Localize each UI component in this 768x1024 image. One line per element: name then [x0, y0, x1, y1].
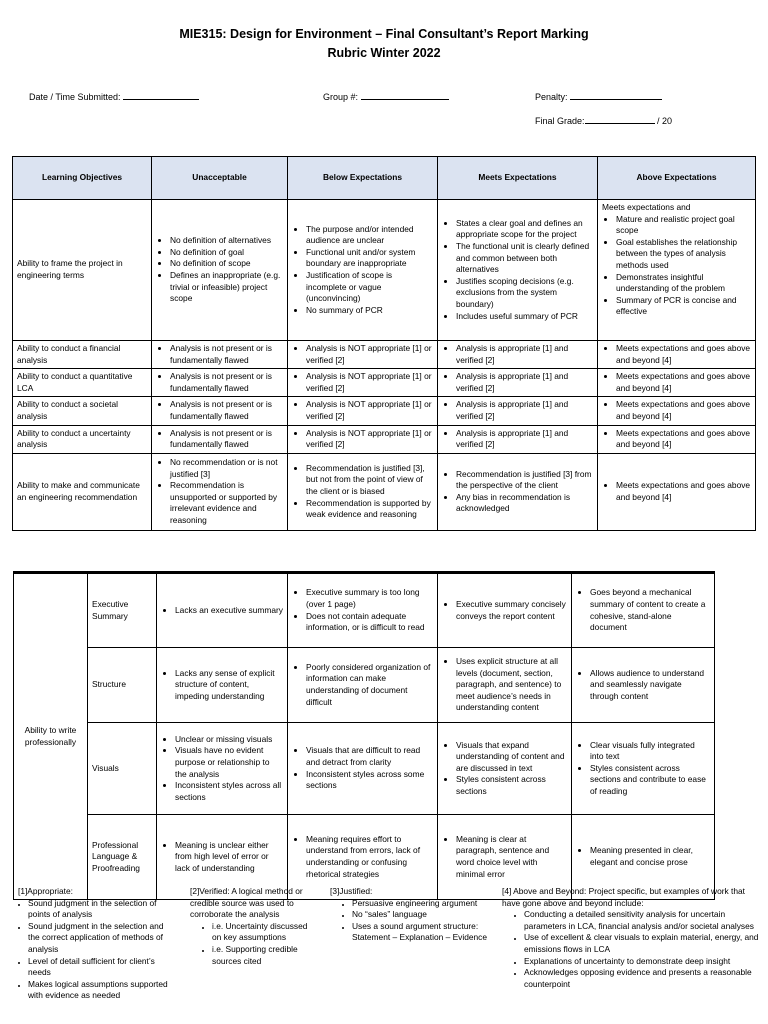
rubric-row	[13, 397, 756, 425]
unacceptable-criteria	[157, 573, 288, 648]
below-expectations-criteria	[288, 341, 438, 369]
writing-row	[14, 573, 715, 648]
footnote-above-beyond	[502, 886, 764, 990]
grade-blank[interactable]	[585, 114, 655, 124]
bullet-list	[292, 399, 433, 422]
footnote-title: [1]Appropriate:	[18, 886, 73, 896]
bullet-item: • Lacks any sense of explicit structure of content, impeding understanding	[175, 668, 283, 703]
bullet-item: • Analysis is NOT appropriate [1] or verified [2]	[306, 428, 433, 451]
bullet-list	[442, 218, 593, 322]
bullet-list	[602, 428, 751, 451]
document-title-line2: Rubric Winter 2022	[327, 46, 441, 60]
above-expectations-criteria	[598, 397, 756, 425]
bullet-list	[442, 428, 593, 451]
grade-suffix: / 20	[657, 116, 673, 126]
unacceptable-criteria	[152, 425, 288, 453]
bullet-item: • Executive summary is too long (over 1 page)	[306, 587, 433, 610]
rubric-table-writing	[13, 571, 715, 900]
below-expectations-criteria	[288, 200, 438, 341]
meets-expectations-criteria	[438, 425, 598, 453]
learning-objective: Ability to frame the project in engineering terms	[13, 200, 152, 341]
bullet-item: • Analysis is NOT appropriate [1] or verified [2]	[306, 371, 433, 394]
bullet-item: • Executive summary concisely conveys the report content	[456, 599, 567, 622]
above-expectations-criteria	[572, 723, 715, 815]
above-expectations-criteria	[572, 573, 715, 648]
bullet-item: • Analysis is not present or is fundamentally flawed	[170, 428, 283, 451]
bullet-list	[156, 235, 283, 305]
writing-category: Structure	[88, 648, 157, 723]
below-expectations-criteria	[288, 648, 438, 723]
bullet-item: • Poorly considered organization of information can make understanding of document difficult	[306, 662, 433, 708]
meets-expectations-criteria	[438, 723, 572, 815]
learning-objective: Ability to make and communicate an engineering recommendation	[13, 453, 152, 530]
bullet-list	[602, 343, 751, 366]
writing-category: Professional Language & Proofreading	[88, 815, 157, 900]
footnote-item: • Sound judgment in the selection of points of analysis	[28, 898, 168, 921]
bullet-list	[292, 745, 433, 791]
group-field	[323, 90, 449, 102]
bullet-list	[442, 371, 593, 394]
penalty-blank[interactable]	[570, 90, 662, 100]
bullet-item: • No definition of goal	[170, 247, 283, 259]
bullet-item: • Meaning is clear at paragraph, sentence and word choice level with minimal error	[456, 834, 567, 880]
bullet-item: • Summary of PCR is concise and effective	[616, 295, 751, 318]
bullet-list	[442, 740, 567, 798]
bullet-list	[442, 469, 593, 515]
bullet-item: • Analysis is appropriate [1] and verified [2]	[456, 371, 593, 394]
meets-expectations-criteria	[438, 369, 598, 397]
footnote-item: • No “sales” language	[352, 909, 490, 921]
bullet-list	[602, 399, 751, 422]
bullet-item: • Meaning requires effort to understand from errors, lack of understanding or confusing rhetorical strategies	[306, 834, 433, 880]
bullet-list	[161, 734, 283, 804]
rubric-row	[13, 200, 756, 341]
group-blank[interactable]	[361, 90, 449, 100]
bullet-item: • Analysis is appropriate [1] and verified [2]	[456, 399, 593, 422]
bullet-list	[602, 214, 751, 318]
bullet-list	[156, 343, 283, 366]
writing-category: Visuals	[88, 723, 157, 815]
bullet-list	[161, 840, 283, 875]
bullet-item: • No summary of PCR	[306, 305, 433, 317]
unacceptable-criteria	[157, 648, 288, 723]
below-expectations-criteria	[288, 723, 438, 815]
bullet-list	[442, 834, 567, 880]
bullet-item: • The purpose and/or intended audience are unclear	[306, 224, 433, 247]
learning-objective: Ability to conduct a societal analysis	[13, 397, 152, 425]
bullet-item: • Inconsistent styles across some sections	[306, 769, 433, 792]
bullet-item: • Visuals have no evident purpose or relationship to the analysis	[175, 745, 283, 780]
below-expectations-criteria	[288, 425, 438, 453]
footnote-list	[190, 921, 315, 967]
bullet-item: • Unclear or missing visuals	[175, 734, 283, 746]
footnote-list	[330, 898, 490, 944]
header-learning-objectives: Learning Objectives	[13, 157, 152, 200]
cell-intro: Meets expectations and	[602, 202, 691, 212]
rubric-row	[13, 369, 756, 397]
bullet-list	[161, 605, 283, 617]
footnote-verified	[190, 886, 315, 967]
bullet-list	[292, 371, 433, 394]
group-label: Group #:	[323, 92, 359, 102]
bullet-item: • Defines an inappropriate (e.g. trivial or infeasible) project scope	[170, 270, 283, 305]
learning-objective: Ability to conduct a financial analysis	[13, 341, 152, 369]
bullet-item: • Goal establishes the relationship between the types of analysis methods used	[616, 237, 751, 272]
footnote-list	[18, 898, 168, 1002]
meets-expectations-criteria	[438, 200, 598, 341]
bullet-item: • Analysis is not present or is fundamentally flawed	[170, 399, 283, 422]
footnote-item: • Conducting a detailed sensitivity analysis for uncertain parameters in LCA, financial analysis and/or societal analyses	[524, 909, 764, 932]
bullet-item: • Analysis is not present or is fundamentally flawed	[170, 371, 283, 394]
bullet-item: • States a clear goal and defines an appropriate scope for the project	[456, 218, 593, 241]
penalty-label: Penalty:	[535, 92, 568, 102]
bullet-list	[292, 343, 433, 366]
bullet-item: • Meets expectations and goes above and beyond [4]	[616, 343, 751, 366]
bullet-list	[156, 457, 283, 527]
meets-expectations-criteria	[438, 453, 598, 530]
bullet-item: • Meaning is unclear either from high level of error or lack of understanding	[175, 840, 283, 875]
below-expectations-criteria	[288, 369, 438, 397]
bullet-item: • Styles consistent across sections	[456, 774, 567, 797]
bullet-item: • Goes beyond a mechanical summary of content to create a cohesive, stand-alone document	[590, 587, 710, 633]
bullet-list	[161, 668, 283, 703]
bullet-item: • Analysis is NOT appropriate [1] or verified [2]	[306, 343, 433, 366]
bullet-item: • Allows audience to understand and seamlessly navigate through content	[590, 668, 710, 703]
footnote-title: [2]Verified: A logical method or credible source was used to corroborate the analysis	[190, 886, 303, 920]
learning-objective: Ability to write professionally	[14, 573, 88, 900]
document-title-line1: MIE315: Design for Environment – Final Consultant’s Report Marking	[179, 27, 589, 41]
bullet-list	[602, 371, 751, 394]
bullet-item: • Visuals that expand understanding of content and are discussed in text	[456, 740, 567, 775]
bullet-list	[442, 343, 593, 366]
above-expectations-criteria	[598, 341, 756, 369]
penalty-field	[535, 90, 662, 102]
bullet-item: • Recommendation is supported by weak evidence and reasoning	[306, 498, 433, 521]
bullet-item: • Meets expectations and goes above and beyond [4]	[616, 399, 751, 422]
bullet-item: • Justification of scope is incomplete or vague (unconvincing)	[306, 270, 433, 305]
footnote-item: • i.e. Supporting credible sources cited	[212, 944, 315, 967]
bullet-list	[442, 656, 567, 714]
date-label: Date / Time Submitted:	[29, 92, 121, 102]
footnote-item: • Level of detail sufficient for client’s needs	[28, 956, 168, 979]
bullet-item: • Meets expectations and goes above and beyond [4]	[616, 371, 751, 394]
rubric-table-objectives	[12, 156, 756, 531]
learning-objective: Ability to conduct a uncertainty analysis	[13, 425, 152, 453]
footnote-item: • Uses a sound argument structure: Statement – Explanation – Evidence	[352, 921, 490, 944]
footnote-item: • Sound judgment in the selection and the correct application of methods of analysis	[28, 921, 168, 956]
bullet-item: • Meaning presented in clear, elegant and concise prose	[590, 845, 710, 868]
bullet-item: • Recommendation is unsupported or supported by irrelevant evidence and reasoning	[170, 480, 283, 526]
footnote-item: • Explanations of uncertainty to demonstrate deep insight	[524, 956, 764, 968]
header-below-expectations: Below Expectations	[288, 157, 438, 200]
writing-row	[14, 648, 715, 723]
bullet-item: • Includes useful summary of PCR	[456, 311, 593, 323]
bullet-item: • Meets expectations and goes above and beyond [4]	[616, 428, 751, 451]
bullet-list	[292, 224, 433, 317]
footnote-item: • Use of excellent & clear visuals to explain material, energy, and emissions flows in LCA	[524, 932, 764, 955]
footnote-item: • Persuasive engineering argument	[352, 898, 490, 910]
bullet-item: • No recommendation or is not justified [3]	[170, 457, 283, 480]
bullet-item: • Mature and realistic project goal scope	[616, 214, 751, 237]
rubric-row	[13, 453, 756, 530]
writing-category: Executive Summary	[88, 573, 157, 648]
writing-row	[14, 723, 715, 815]
rubric-row	[13, 425, 756, 453]
bullet-item: • Lacks an executive summary	[175, 605, 283, 617]
bullet-list	[156, 399, 283, 422]
rubric-header-row	[13, 157, 756, 200]
bullet-list	[292, 463, 433, 521]
above-expectations-criteria	[598, 453, 756, 530]
bullet-item: • Uses explicit structure at all levels (document, section, paragraph, and sentence) to meet audience’s needs in understanding content	[456, 656, 567, 714]
bullet-list	[292, 834, 433, 880]
bullet-item: • No definition of scope	[170, 258, 283, 270]
bullet-item: • Functional unit and/or system boundary are inappropriate	[306, 247, 433, 270]
bullet-list	[292, 662, 433, 708]
unacceptable-criteria	[152, 341, 288, 369]
unacceptable-criteria	[152, 397, 288, 425]
bullet-item: • Meets expectations and goes above and beyond [4]	[616, 480, 751, 503]
bullet-item: • Analysis is NOT appropriate [1] or verified [2]	[306, 399, 433, 422]
footnote-appropriate	[18, 886, 168, 1002]
date-field	[29, 90, 199, 102]
bullet-item: • Analysis is appropriate [1] and verified [2]	[456, 428, 593, 451]
bullet-item: • Demonstrates insightful understanding of the problem	[616, 272, 751, 295]
header-unacceptable: Unacceptable	[152, 157, 288, 200]
footnote-item: • Makes logical assumptions supported with evidence as needed	[28, 979, 168, 1002]
bullet-item: • Does not contain adequate information, or is difficult to read	[306, 611, 433, 634]
bullet-list	[576, 845, 710, 868]
bullet-item: • Recommendation is justified [3], but not from the point of view of the client or is biased	[306, 463, 433, 498]
unacceptable-criteria	[157, 723, 288, 815]
meets-expectations-criteria	[438, 648, 572, 723]
bullet-item: • Inconsistent styles across all sections	[175, 780, 283, 803]
bullet-list	[292, 587, 433, 633]
bullet-item: • Visuals that are difficult to read and detract from clarity	[306, 745, 433, 768]
bullet-list	[576, 587, 710, 633]
footnote-title: [3]Justified:	[330, 886, 373, 896]
bullet-item: • Styles consistent across sections and contribute to ease of reading	[590, 763, 710, 798]
header-above-expectations: Above Expectations	[598, 157, 756, 200]
unacceptable-criteria	[152, 453, 288, 530]
footnote-title: [4] Above and Beyond: Project specific, but examples of work that have gone above and beyond include:	[502, 886, 746, 908]
bullet-item: • Justifies scoping decisions (e.g. exclusions from the system boundary)	[456, 276, 593, 311]
bullet-item: • Any bias in recommendation is acknowledged	[456, 492, 593, 515]
date-blank[interactable]	[123, 90, 199, 100]
bullet-list	[576, 740, 710, 798]
bullet-list	[156, 371, 283, 394]
bullet-item: • Clear visuals fully integrated into text	[590, 740, 710, 763]
bullet-list	[292, 428, 433, 451]
below-expectations-criteria	[288, 573, 438, 648]
meets-expectations-criteria	[438, 573, 572, 648]
footnote-item: • i.e. Uncertainty discussed on key assumptions	[212, 921, 315, 944]
above-expectations-criteria	[598, 200, 756, 341]
bullet-item: • Analysis is not present or is fundamentally flawed	[170, 343, 283, 366]
above-expectations-criteria	[598, 425, 756, 453]
grade-label: Final Grade:	[535, 116, 585, 126]
above-expectations-criteria	[572, 648, 715, 723]
footnote-item: • Acknowledges opposing evidence and presents a reasonable counterpoint	[524, 967, 764, 990]
above-expectations-criteria	[598, 369, 756, 397]
bullet-list	[442, 399, 593, 422]
below-expectations-criteria	[288, 453, 438, 530]
bullet-item: • The functional unit is clearly defined and common between both alternatives	[456, 241, 593, 276]
bullet-list	[442, 599, 567, 622]
bullet-item: • Recommendation is justified [3] from the perspective of the client	[456, 469, 593, 492]
learning-objective: Ability to conduct a quantitative LCA	[13, 369, 152, 397]
meets-expectations-criteria	[438, 397, 598, 425]
unacceptable-criteria	[152, 200, 288, 341]
rubric-row	[13, 341, 756, 369]
bullet-list	[576, 668, 710, 703]
bullet-item: • Analysis is appropriate [1] and verified [2]	[456, 343, 593, 366]
footnote-justified	[330, 886, 490, 944]
header-meets-expectations: Meets Expectations	[438, 157, 598, 200]
footnote-list	[502, 909, 764, 990]
bullet-item: • No definition of alternatives	[170, 235, 283, 247]
final-grade-field	[535, 114, 672, 126]
unacceptable-criteria	[152, 369, 288, 397]
bullet-list	[602, 480, 751, 503]
below-expectations-criteria	[288, 397, 438, 425]
meets-expectations-criteria	[438, 341, 598, 369]
bullet-list	[156, 428, 283, 451]
